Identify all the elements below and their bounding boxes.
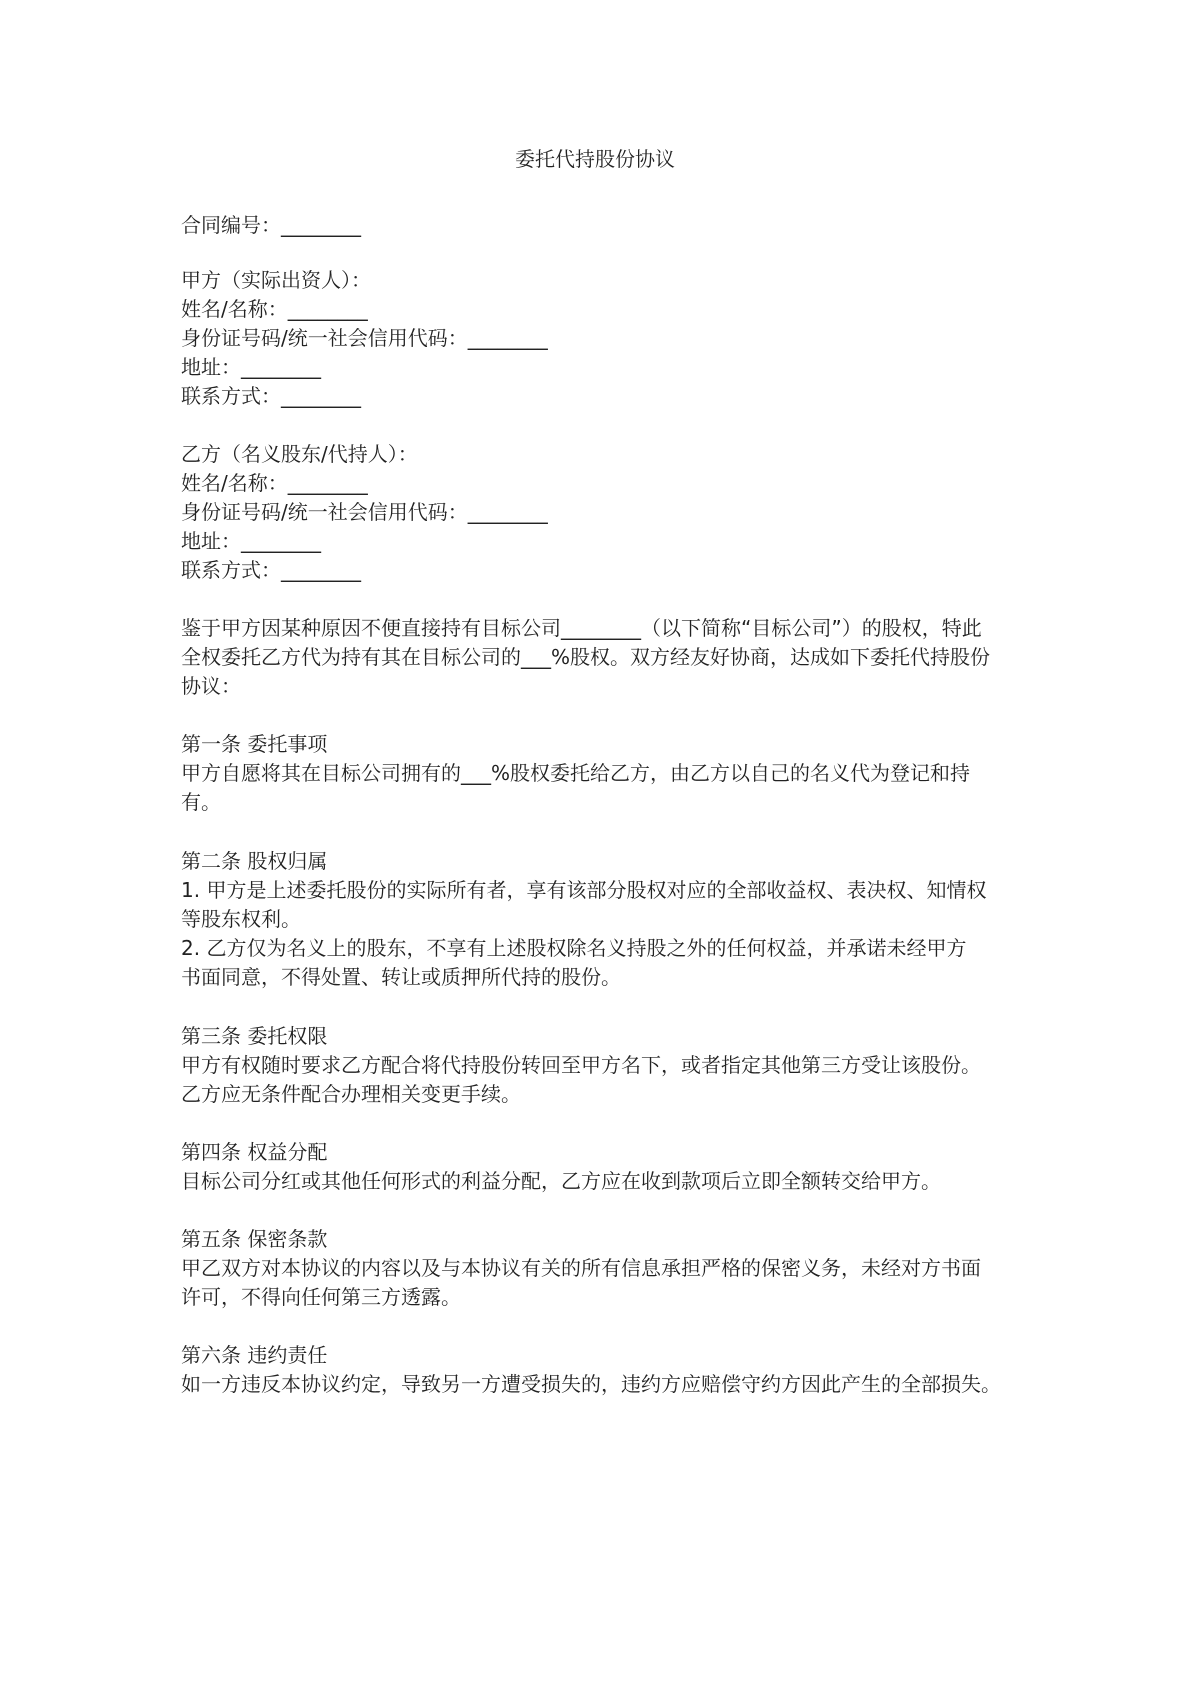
party-b-name: 姓名/名称：________ <box>181 471 368 495</box>
article-3-heading: 第三条 委托权限 <box>181 1024 328 1048</box>
article-4-line: 目标公司分红或其他任何形式的利益分配，乙方应在收到款项后立即全额转交给甲方。 <box>181 1169 941 1193</box>
article-1-heading: 第一条 委托事项 <box>181 732 328 756</box>
preamble-line: 协议： <box>181 674 241 698</box>
article-3-line: 乙方应无条件配合办理相关变更手续。 <box>181 1082 521 1106</box>
article-2-line: 2. 乙方仅为名义上的股东，不享有上述股权除名义持股之外的任何权益，并承诺未经甲方 <box>181 936 967 960</box>
article-4-heading: 第四条 权益分配 <box>181 1140 328 1164</box>
article-2-heading: 第二条 股权归属 <box>181 849 328 873</box>
article-1-line: 甲方自愿将其在目标公司拥有的___%股权委托给乙方，由乙方以自己的名义代为登记和持 <box>181 761 971 785</box>
article-5-heading: 第五条 保密条款 <box>181 1227 328 1251</box>
party-b-id: 身份证号码/统一社会信用代码：________ <box>181 500 548 524</box>
party-a-contact: 联系方式：________ <box>181 384 361 408</box>
article-5-line: 许可，不得向任何第三方透露。 <box>181 1285 461 1309</box>
preamble-line: 鉴于甲方因某种原因不便直接持有目标公司________（以下简称“目标公司”）的股权，特此 <box>181 616 982 640</box>
preamble-line: 全权委托乙方代为持有其在目标公司的___%股权。双方经友好协商，达成如下委托代持股份 <box>181 645 991 669</box>
article-6-heading: 第六条 违约责任 <box>181 1343 328 1367</box>
article-2-line: 等股东权利。 <box>181 907 301 931</box>
party-b-contact: 联系方式：________ <box>181 558 361 582</box>
party-a-heading: 甲方（实际出资人）： <box>181 268 371 292</box>
article-2-line: 1. 甲方是上述委托股份的实际所有者，享有该部分股权对应的全部收益权、表决权、知情权 <box>181 878 987 902</box>
party-b-address: 地址：________ <box>181 529 321 553</box>
document-title: 委托代持股份协议 <box>515 147 675 171</box>
party-b-heading: 乙方（名义股东/代持人）： <box>181 442 418 466</box>
party-a-address: 地址：________ <box>181 355 321 379</box>
article-6-line: 如一方违反本协议约定，导致另一方遭受损失的，违约方应赔偿守约方因此产生的全部损失。 <box>181 1372 1001 1396</box>
article-2-line: 书面同意，不得处置、转让或质押所代持的股份。 <box>181 965 621 989</box>
party-a-name: 姓名/名称：________ <box>181 297 368 321</box>
article-3-line: 甲方有权随时要求乙方配合将代持股份转回至甲方名下，或者指定其他第三方受让该股份。 <box>181 1053 981 1077</box>
article-5-line: 甲乙双方对本协议的内容以及与本协议有关的所有信息承担严格的保密义务，未经对方书面 <box>181 1256 981 1280</box>
article-1-line: 有。 <box>181 790 221 814</box>
party-a-id: 身份证号码/统一社会信用代码：________ <box>181 326 548 350</box>
contract-number: 合同编号：________ <box>181 213 361 237</box>
